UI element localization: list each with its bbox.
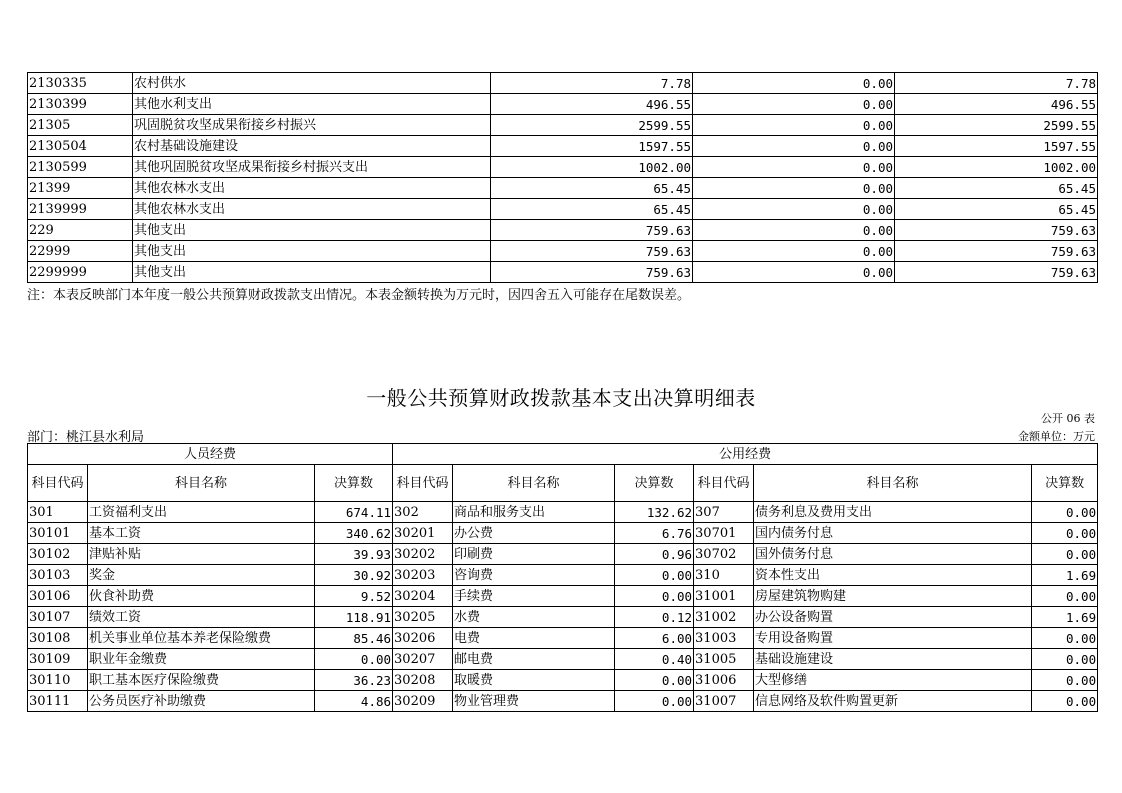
- public-amount-cell: 1.69: [1032, 607, 1098, 628]
- personnel-code-cell: 30107: [28, 607, 88, 628]
- page-title: 一般公共预算财政拨款基本支出决算明细表: [366, 386, 756, 410]
- top-expenditure-table: [27, 72, 1098, 283]
- amount-cell: 2599.55: [491, 115, 693, 136]
- subject-name-cell: 巩固脱贫攻坚成果衔接乡村振兴: [133, 115, 491, 136]
- personnel-code-cell: 30102: [28, 544, 88, 565]
- form-number: 公开 06 表: [1041, 412, 1095, 425]
- col-header-amount: 决算数: [315, 465, 393, 502]
- amount-cell: 759.63: [491, 241, 693, 262]
- subject-name-cell: 其他农林水支出: [133, 199, 491, 220]
- public-amount-cell: 0.00: [1032, 670, 1098, 691]
- public-name-cell: 信息网络及软件购置更新: [754, 691, 1032, 712]
- subject-name-cell: 其他水利支出: [133, 94, 491, 115]
- personnel-amount-cell: 0.00: [315, 649, 393, 670]
- public-amount-cell: 0.00: [615, 670, 694, 691]
- column-header-row: [28, 465, 1098, 502]
- subject-name-cell: 农村供水: [133, 73, 491, 94]
- public-code-cell: 31007: [694, 691, 754, 712]
- amount-cell: 0.00: [693, 199, 895, 220]
- amount-cell: 496.55: [895, 94, 1098, 115]
- subject-code-cell: 229: [28, 220, 133, 241]
- personnel-code-cell: 30103: [28, 565, 88, 586]
- public-name-cell: 咨询费: [453, 565, 615, 586]
- public-name-cell: 债务利息及费用支出: [754, 502, 1032, 523]
- amount-cell: 7.78: [491, 73, 693, 94]
- public-name-cell: 国外债务付息: [754, 544, 1032, 565]
- amount-cell: 1597.55: [895, 136, 1098, 157]
- public-amount-cell: 0.00: [1032, 523, 1098, 544]
- table-row: [28, 262, 1098, 283]
- col-header-code: 科目代码: [28, 465, 88, 502]
- amount-cell: 0.00: [693, 220, 895, 241]
- public-code-cell: 31005: [694, 649, 754, 670]
- public-code-cell: 31002: [694, 607, 754, 628]
- amount-unit-label: 金额单位：万元: [1018, 430, 1095, 443]
- personnel-name-cell: 职工基本医疗保险缴费: [88, 670, 315, 691]
- amount-cell: 7.78: [895, 73, 1098, 94]
- amount-cell: 759.63: [491, 262, 693, 283]
- personnel-amount-cell: 36.23: [315, 670, 393, 691]
- table-row: [28, 670, 1098, 691]
- top-table-body: [28, 73, 1098, 283]
- public-amount-cell: 0.12: [615, 607, 694, 628]
- personnel-name-cell: 工资福利支出: [88, 502, 315, 523]
- personnel-name-cell: 公务员医疗补助缴费: [88, 691, 315, 712]
- detail-table-body: [28, 444, 1098, 712]
- public-amount-cell: 0.00: [615, 586, 694, 607]
- public-code-cell: 31001: [694, 586, 754, 607]
- public-code-cell: 30202: [393, 544, 453, 565]
- amount-cell: 0.00: [693, 262, 895, 283]
- personnel-amount-cell: 674.11: [315, 502, 393, 523]
- table-row: [28, 586, 1098, 607]
- col-header-name: 科目名称: [88, 465, 315, 502]
- subject-code-cell: 2130399: [28, 94, 133, 115]
- amount-cell: 65.45: [895, 199, 1098, 220]
- amount-cell: 0.00: [693, 241, 895, 262]
- amount-cell: 759.63: [491, 220, 693, 241]
- subject-name-cell: 其他农林水支出: [133, 178, 491, 199]
- subject-code-cell: 22999: [28, 241, 133, 262]
- table-note: 注：本表反映部门本年度一般公共预算财政拨款支出情况。本表金额转换为万元时，因四舍五入可能存在尾数误差。: [27, 288, 691, 303]
- public-name-cell: 手续费: [453, 586, 615, 607]
- public-amount-cell: 0.40: [615, 649, 694, 670]
- subject-name-cell: 农村基础设施建设: [133, 136, 491, 157]
- subject-code-cell: 21399: [28, 178, 133, 199]
- amount-cell: 759.63: [895, 220, 1098, 241]
- col-header-name: 科目名称: [453, 465, 615, 502]
- public-code-cell: 30208: [393, 670, 453, 691]
- table-row: [28, 241, 1098, 262]
- public-name-cell: 取暖费: [453, 670, 615, 691]
- amount-cell: 759.63: [895, 262, 1098, 283]
- subject-code-cell: 2130599: [28, 157, 133, 178]
- amount-cell: 65.45: [491, 178, 693, 199]
- personnel-amount-cell: 340.62: [315, 523, 393, 544]
- table-row: [28, 94, 1098, 115]
- table-row: [28, 691, 1098, 712]
- subject-code-cell: 2130335: [28, 73, 133, 94]
- public-code-cell: 30206: [393, 628, 453, 649]
- personnel-code-cell: 30101: [28, 523, 88, 544]
- table-row: [28, 502, 1098, 523]
- personnel-code-cell: 30109: [28, 649, 88, 670]
- subject-code-cell: 2130504: [28, 136, 133, 157]
- table-row: [28, 115, 1098, 136]
- table-row: [28, 649, 1098, 670]
- personnel-name-cell: 机关事业单位基本养老保险缴费: [88, 628, 315, 649]
- public-name-cell: 资本性支出: [754, 565, 1032, 586]
- public-amount-cell: 1.69: [1032, 565, 1098, 586]
- subject-name-cell: 其他支出: [133, 262, 491, 283]
- public-name-cell: 电费: [453, 628, 615, 649]
- table-row: [28, 628, 1098, 649]
- public-name-cell: 办公设备购置: [754, 607, 1032, 628]
- personnel-amount-cell: 118.91: [315, 607, 393, 628]
- public-amount-cell: 0.00: [615, 691, 694, 712]
- public-amount-cell: 0.00: [1032, 649, 1098, 670]
- public-code-cell: 31006: [694, 670, 754, 691]
- personnel-amount-cell: 30.92: [315, 565, 393, 586]
- personnel-code-cell: 30111: [28, 691, 88, 712]
- table-row: [28, 157, 1098, 178]
- amount-cell: 0.00: [693, 178, 895, 199]
- col-header-code: 科目代码: [694, 465, 754, 502]
- public-name-cell: 基础设施建设: [754, 649, 1032, 670]
- personnel-code-cell: 30106: [28, 586, 88, 607]
- public-amount-cell: 0.00: [615, 565, 694, 586]
- public-name-cell: 邮电费: [453, 649, 615, 670]
- subject-name-cell: 其他巩固脱贫攻坚成果衔接乡村振兴支出: [133, 157, 491, 178]
- personnel-amount-cell: 4.86: [315, 691, 393, 712]
- amount-cell: 1002.00: [895, 157, 1098, 178]
- amount-cell: 65.45: [491, 199, 693, 220]
- public-name-cell: 物业管理费: [453, 691, 615, 712]
- personnel-name-cell: 奖金: [88, 565, 315, 586]
- table-row: [28, 565, 1098, 586]
- public-code-cell: 30203: [393, 565, 453, 586]
- public-code-cell: 30209: [393, 691, 453, 712]
- group-header-row: [28, 444, 1098, 465]
- personnel-amount-cell: 39.93: [315, 544, 393, 565]
- public-amount-cell: 0.00: [1032, 691, 1098, 712]
- public-name-cell: 国内债务付息: [754, 523, 1032, 544]
- table-row: [28, 199, 1098, 220]
- public-code-cell: 30701: [694, 523, 754, 544]
- col-header-name: 科目名称: [754, 465, 1032, 502]
- public-amount-cell: 6.76: [615, 523, 694, 544]
- public-code-cell: 30204: [393, 586, 453, 607]
- public-name-cell: 大型修缮: [754, 670, 1032, 691]
- group-personnel-header: 人员经费: [28, 444, 393, 465]
- public-name-cell: 印刷费: [453, 544, 615, 565]
- amount-cell: 65.45: [895, 178, 1098, 199]
- public-code-cell: 30201: [393, 523, 453, 544]
- department-label: 部门：桃江县水利局: [27, 430, 145, 445]
- table-row: [28, 523, 1098, 544]
- public-code-cell: 30205: [393, 607, 453, 628]
- amount-cell: 0.00: [693, 115, 895, 136]
- personnel-amount-cell: 9.52: [315, 586, 393, 607]
- col-header-amount: 决算数: [1032, 465, 1098, 502]
- subject-name-cell: 其他支出: [133, 220, 491, 241]
- public-name-cell: 商品和服务支出: [453, 502, 615, 523]
- public-amount-cell: 0.00: [1032, 586, 1098, 607]
- personnel-name-cell: 基本工资: [88, 523, 315, 544]
- col-header-amount: 决算数: [615, 465, 694, 502]
- amount-cell: 1597.55: [491, 136, 693, 157]
- subject-name-cell: 其他支出: [133, 241, 491, 262]
- public-code-cell: 307: [694, 502, 754, 523]
- personnel-name-cell: 职业年金缴费: [88, 649, 315, 670]
- public-code-cell: 310: [694, 565, 754, 586]
- table-row: [28, 136, 1098, 157]
- public-code-cell: 31003: [694, 628, 754, 649]
- amount-cell: 0.00: [693, 73, 895, 94]
- table-row: [28, 544, 1098, 565]
- personnel-code-cell: 30108: [28, 628, 88, 649]
- table-row: [28, 178, 1098, 199]
- public-amount-cell: 0.00: [1032, 628, 1098, 649]
- personnel-amount-cell: 85.46: [315, 628, 393, 649]
- amount-cell: 0.00: [693, 94, 895, 115]
- public-name-cell: 水费: [453, 607, 615, 628]
- basic-expenditure-detail-table: [27, 443, 1098, 712]
- amount-cell: 0.00: [693, 136, 895, 157]
- personnel-name-cell: 伙食补助费: [88, 586, 315, 607]
- amount-cell: 2599.55: [895, 115, 1098, 136]
- personnel-name-cell: 津贴补贴: [88, 544, 315, 565]
- public-amount-cell: 0.00: [1032, 502, 1098, 523]
- amount-cell: 1002.00: [491, 157, 693, 178]
- public-name-cell: 专用设备购置: [754, 628, 1032, 649]
- public-code-cell: 30207: [393, 649, 453, 670]
- amount-cell: 496.55: [491, 94, 693, 115]
- public-name-cell: 房屋建筑物购建: [754, 586, 1032, 607]
- table-row: [28, 220, 1098, 241]
- personnel-code-cell: 30110: [28, 670, 88, 691]
- public-amount-cell: 0.00: [1032, 544, 1098, 565]
- public-code-cell: 30702: [694, 544, 754, 565]
- subject-code-cell: 21305: [28, 115, 133, 136]
- public-amount-cell: 6.00: [615, 628, 694, 649]
- table-row: [28, 607, 1098, 628]
- public-amount-cell: 132.62: [615, 502, 694, 523]
- subject-code-cell: 2139999: [28, 199, 133, 220]
- personnel-name-cell: 绩效工资: [88, 607, 315, 628]
- col-header-code: 科目代码: [393, 465, 453, 502]
- public-amount-cell: 0.96: [615, 544, 694, 565]
- public-name-cell: 办公费: [453, 523, 615, 544]
- public-code-cell: 302: [393, 502, 453, 523]
- table-row: [28, 73, 1098, 94]
- group-public-header: 公用经费: [393, 444, 1098, 465]
- amount-cell: 0.00: [693, 157, 895, 178]
- amount-cell: 759.63: [895, 241, 1098, 262]
- subject-code-cell: 2299999: [28, 262, 133, 283]
- personnel-code-cell: 301: [28, 502, 88, 523]
